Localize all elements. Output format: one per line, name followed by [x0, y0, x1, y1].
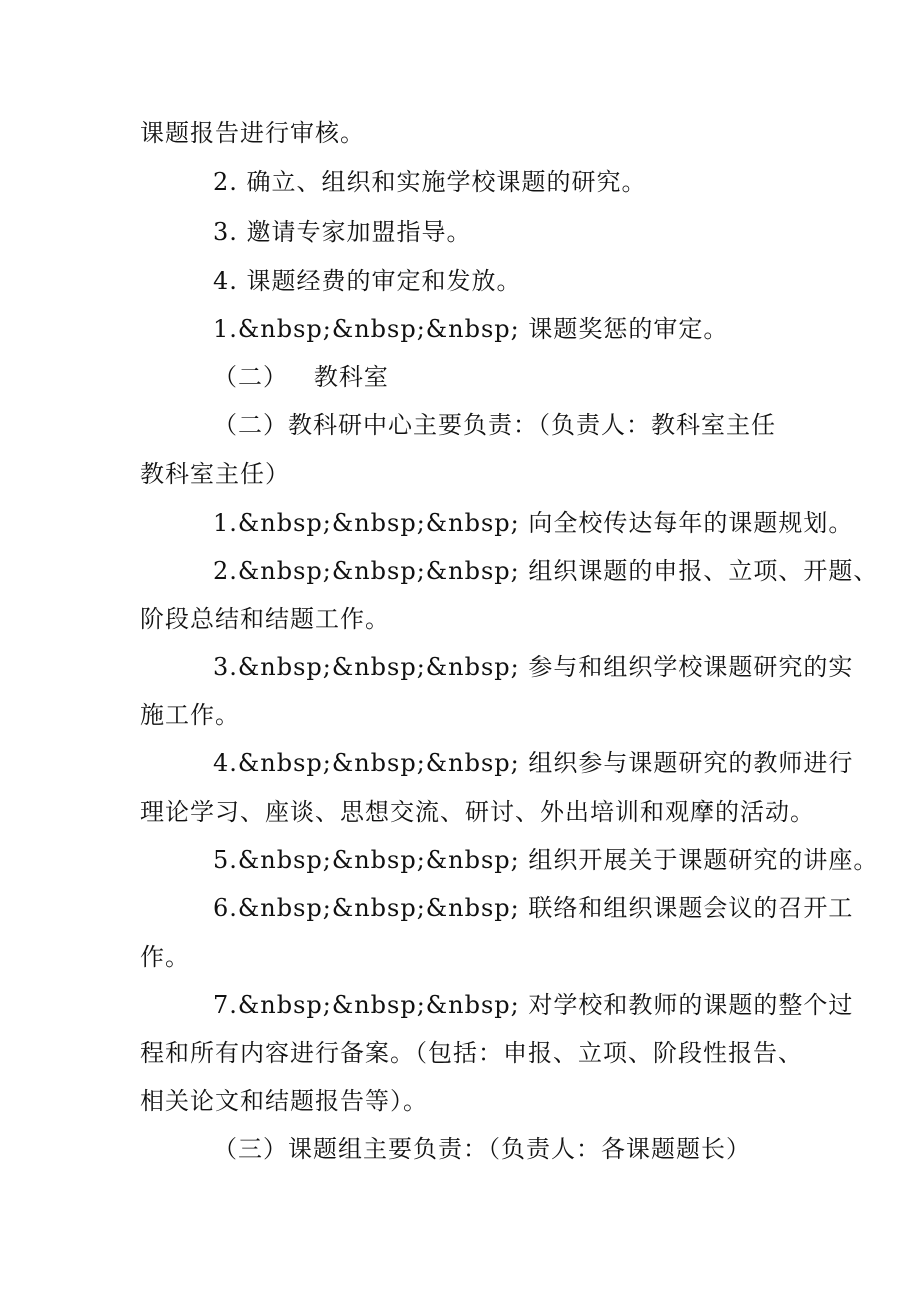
text-line: 6.&nbsp;&nbsp;&nbsp; 联络和组织课题会议的召开工 — [213, 894, 854, 922]
text-line: 1.&nbsp;&nbsp;&nbsp; 向全校传达每年的课题规划。 — [213, 509, 854, 537]
section-heading: （二） 教科室 — [213, 363, 389, 391]
text-line: 1.&nbsp;&nbsp;&nbsp; 课题奖惩的审定。 — [213, 315, 729, 343]
text-line: 4.&nbsp;&nbsp;&nbsp; 组织参与课题研究的教师进行 — [213, 749, 854, 777]
text-line: 4. 课题经费的审定和发放。 — [213, 267, 522, 295]
section-heading: （三）课题组主要负责：（负责人：各课题题长） — [213, 1135, 751, 1163]
text-line: 理论学习、座谈、思想交流、研讨、外出培训和观摩的活动。 — [140, 798, 815, 826]
text-line: 相关论文和结题报告等）。 — [140, 1087, 428, 1115]
text-line: 2. 确立、组织和实施学校课题的研究。 — [213, 168, 647, 196]
text-line: 2.&nbsp;&nbsp;&nbsp; 组织课题的申报、立项、开题、 — [213, 557, 879, 585]
text-line: （二）教科研中心主要负责：（负责人：教科室主任 — [213, 411, 776, 439]
text-line: 教科室主任） — [140, 460, 290, 488]
text-line: 5.&nbsp;&nbsp;&nbsp; 组织开展关于课题研究的讲座。 — [213, 846, 879, 874]
text-line: 7.&nbsp;&nbsp;&nbsp; 对学校和教师的课题的整个过 — [213, 991, 854, 1019]
text-line: 阶段总结和结题工作。 — [140, 605, 390, 633]
text-line: 程和所有内容进行备案。（包括：申报、立项、阶段性报告、 — [140, 1039, 803, 1067]
text-line: 3. 邀请专家加盟指导。 — [213, 218, 472, 246]
text-line: 3.&nbsp;&nbsp;&nbsp; 参与和组织学校课题研究的实 — [213, 653, 854, 681]
text-line: 施工作。 — [140, 701, 240, 729]
text-line: 课题报告进行审核。 — [140, 119, 365, 147]
text-line: 作。 — [140, 943, 190, 971]
